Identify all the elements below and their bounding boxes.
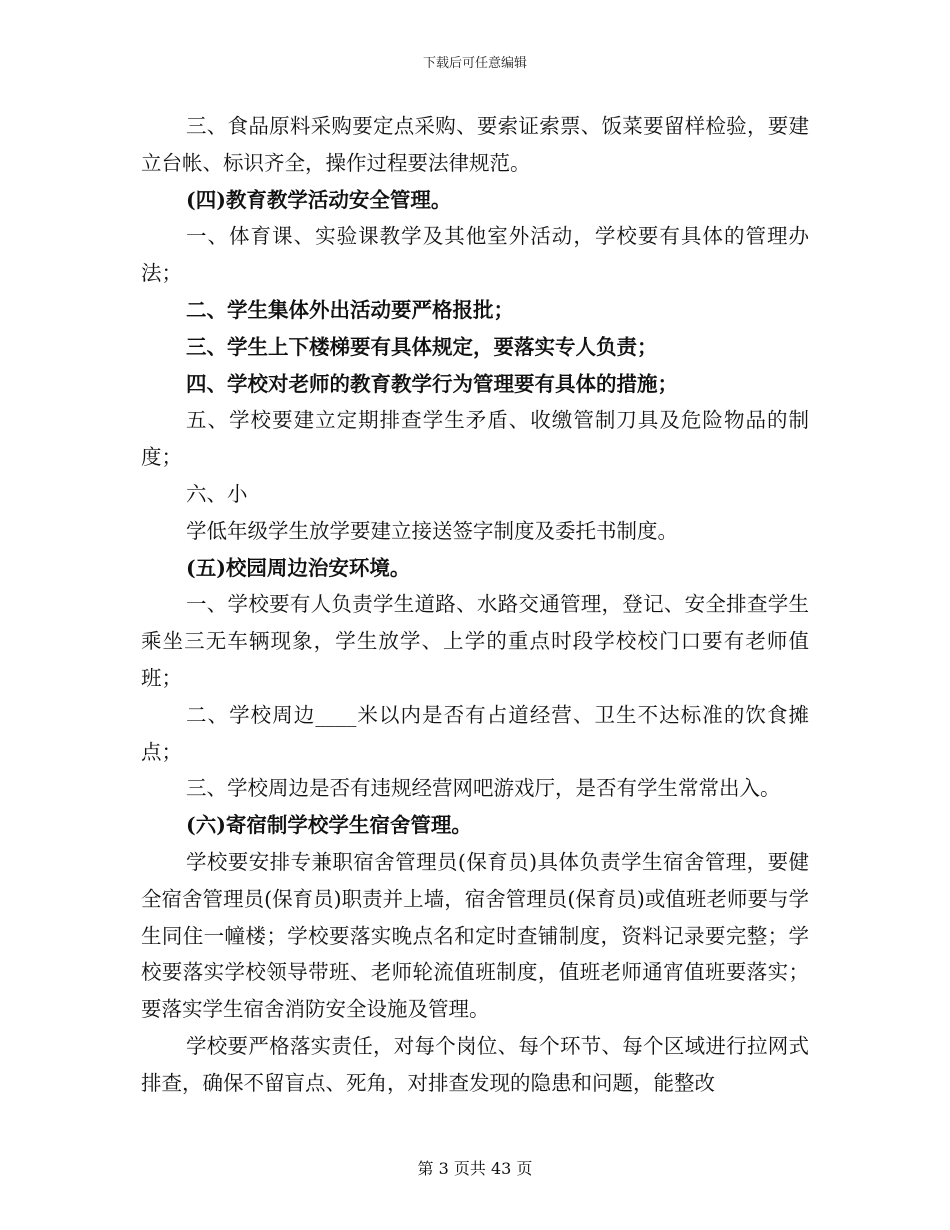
paragraph: 三、食品原料采购要定点采购、要索证索票、饭菜要留样检验，要建立台帐、标识齐全，操作过程要法律规范。 bbox=[141, 114, 809, 175]
paragraph: 五、学校要建立定期排查学生矛盾、收缴管制刀具及危险物品的制度； bbox=[141, 408, 809, 470]
paragraph: 六、小 bbox=[186, 481, 248, 506]
paragraph: 学校要安排专兼职宿舍管理员(保育员)具体负责学生宿舍管理，要健全宿舍管理员(保育员)职责并上墙，宿舍管理员(保育员)或值班老师要与学生同住一幢楼；学校要落实晚点名和定时查铺制度，资料记录要完整；学校要落实学校领导带班、老师轮流值班制度，值班老师通宵值班要落实；要落实学生宿舍消防安全设施及管理。 bbox=[141, 849, 809, 1022]
section-heading: (六)寄宿制学校学生宿舍管理。 bbox=[186, 813, 472, 838]
paragraph: 一、学校要有人负责学生道路、水路交通管理，登记、安全排查学生乘坐三无车辆现象，学生放学、上学的重点时段学校校门口要有老师值班； bbox=[141, 592, 809, 690]
paragraph: 三、学生上下楼梯要有具体规定，要落实专人负责； bbox=[186, 334, 658, 359]
page-header: 下载后可任意编辑 bbox=[422, 56, 527, 71]
section-heading: (五)校园周边治安环境。 bbox=[186, 555, 411, 580]
page-footer: 第 3 页共 43 页 bbox=[417, 1159, 533, 1178]
section-heading: (四)教育教学活动安全管理。 bbox=[186, 187, 452, 212]
paragraph: 学低年级学生放学要建立接送签字制度及委托书制度。 bbox=[186, 518, 678, 543]
paragraph: 三、学校周边是否有违规经营网吧游戏厅，是否有学生常常出入。 bbox=[186, 776, 781, 801]
paragraph: 学校要严格落实责任，对每个岗位、每个环节、每个区域进行拉网式排查，确保不留盲点、死角，对排查发现的隐患和问题，能整改 bbox=[141, 1033, 809, 1095]
paragraph: 四、学校对老师的教育教学行为管理要有具体的措施； bbox=[186, 371, 678, 396]
paragraph: 二、学校周边____米以内是否有占道经营、卫生不达标准的饮食摊点； bbox=[141, 702, 809, 764]
document-body bbox=[141, 108, 809, 1102]
paragraph: 二、学生集体外出活动要严格报批； bbox=[186, 297, 514, 322]
paragraph: 一、体育课、实验课教学及其他室外活动，学校要有具体的管理办法； bbox=[141, 224, 809, 286]
